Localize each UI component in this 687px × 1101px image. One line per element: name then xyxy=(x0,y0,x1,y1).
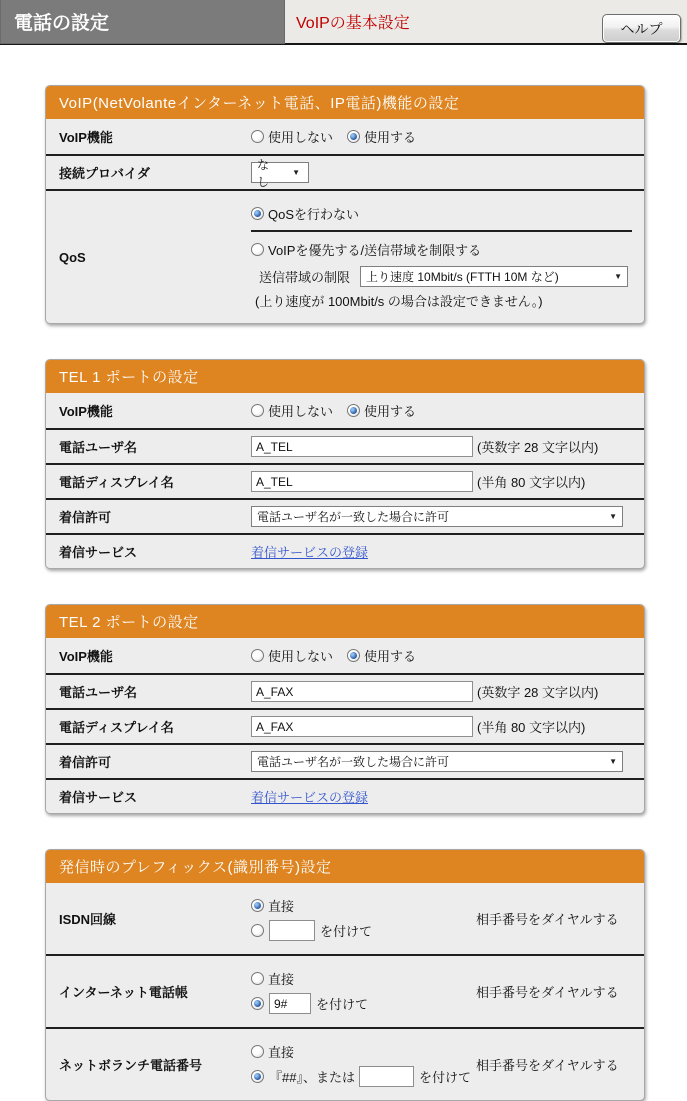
radio-label: QoSを行わない xyxy=(268,207,360,222)
radio-voip-disable[interactable] xyxy=(251,127,333,146)
tel2-display-name-input[interactable] xyxy=(251,716,473,737)
tel1-incoming-service-link[interactable]: 着信サービスの登録 xyxy=(251,545,369,560)
radio-voip-enable[interactable] xyxy=(347,127,416,146)
section-tel2 xyxy=(45,604,645,814)
radio-icon xyxy=(251,130,264,143)
row-label: 電話ユーザ名 xyxy=(59,685,138,700)
tel1-incoming-permit-select[interactable] xyxy=(251,506,623,527)
row-tel2-incoming-service xyxy=(46,778,644,813)
provider-select[interactable] xyxy=(251,157,309,189)
row-label: ネットボランチ電話番号 xyxy=(59,1058,203,1073)
radio-netvolante-attach[interactable] xyxy=(251,1070,264,1083)
radio-tel2-voip-enable[interactable] xyxy=(347,646,416,665)
row-isdn-line xyxy=(46,883,644,954)
row-label: 電話ディスプレイ名 xyxy=(59,720,174,735)
row-label: 着信サービス xyxy=(59,545,138,560)
radio-phonebook-attach[interactable] xyxy=(251,997,264,1010)
radio-checked-icon xyxy=(347,130,360,143)
dropdown-arrow-icon: ▼ xyxy=(292,167,303,177)
input-hint: (半角 80 文字以内) xyxy=(477,720,586,735)
radio-icon xyxy=(251,649,264,662)
radio-label: 使用する xyxy=(364,649,417,664)
page-title: VoIPの基本設定 xyxy=(296,15,410,32)
help-button[interactable]: ヘルプ xyxy=(602,14,681,43)
section-voip-title: VoIP(NetVolanteインターネット電話、IP電話)機能の設定 xyxy=(46,86,644,119)
attach-suffix-label: を付けて xyxy=(320,924,373,939)
radio-label: 直接 xyxy=(268,899,295,914)
row-tel2-incoming-permit xyxy=(46,743,644,778)
row-label: VoIP機能 xyxy=(59,649,113,664)
row-label: 着信許可 xyxy=(59,510,112,525)
radio-icon xyxy=(251,243,264,256)
tel2-incoming-service-link[interactable]: 着信サービスの登録 xyxy=(251,790,369,805)
isdn-prefix-input[interactable] xyxy=(269,920,315,941)
row-tel2-user-name xyxy=(46,673,644,708)
netvolante-prefix-input[interactable] xyxy=(359,1066,414,1087)
tel2-incoming-permit-select[interactable] xyxy=(251,751,623,772)
radio-icon xyxy=(251,972,264,985)
radio-checked-icon xyxy=(251,899,264,912)
app-title-block xyxy=(0,0,285,44)
radio-label: VoIPを優先する/送信帯域を制限する xyxy=(268,243,482,258)
row-label: VoIP機能 xyxy=(59,404,113,419)
radio-checked-icon xyxy=(347,404,360,417)
selected-option: 電話ユーザ名が一致した場合に許可 xyxy=(257,755,450,769)
dial-description: 相手番号をダイヤルする xyxy=(476,1058,619,1073)
attach-prefix-label: 『##』、または xyxy=(269,1070,355,1085)
netvolante-attach-option xyxy=(251,1066,471,1087)
radio-label: 直接 xyxy=(268,1045,295,1060)
selected-option: 上り速度 10Mbit/s (FTTH 10M など) xyxy=(366,270,559,284)
row-label: 電話ディスプレイ名 xyxy=(59,475,174,490)
selected-option: なし xyxy=(257,157,273,189)
radio-label: 直接 xyxy=(268,972,295,987)
radio-checked-icon xyxy=(251,207,264,220)
section-tel1 xyxy=(45,359,645,569)
radio-tel2-voip-disable[interactable] xyxy=(251,646,333,665)
input-hint: (英数字 28 文字以内) xyxy=(477,685,599,700)
tel1-display-name-input[interactable] xyxy=(251,471,473,492)
row-internet-phonebook xyxy=(46,954,644,1027)
dropdown-arrow-icon: ▼ xyxy=(609,756,617,766)
app-title: 電話の設定 xyxy=(14,13,110,34)
row-label: 着信サービス xyxy=(59,790,138,805)
input-hint: (英数字 28 文字以内) xyxy=(477,440,599,455)
attach-suffix-label: を付けて xyxy=(418,1070,471,1085)
row-label: 接続プロバイダ xyxy=(59,166,151,181)
radio-qos-none[interactable] xyxy=(251,204,359,223)
section-prefix-title: 発信時のプレフィックス(識別番号)設定 xyxy=(46,850,644,883)
row-qos xyxy=(46,189,644,323)
radio-icon xyxy=(251,404,264,417)
radio-isdn-attach[interactable] xyxy=(251,924,264,937)
radio-tel1-voip-disable[interactable] xyxy=(251,401,333,420)
selected-option: 電話ユーザ名が一致した場合に許可 xyxy=(257,510,450,524)
row-voip-function xyxy=(46,119,644,154)
row-provider xyxy=(46,154,644,189)
dial-description: 相手番号をダイヤルする xyxy=(476,912,619,927)
radio-netvolante-direct[interactable] xyxy=(251,1042,471,1061)
radio-label: 使用しない xyxy=(268,404,334,419)
phonebook-attach-option xyxy=(251,993,368,1014)
bandwidth-select[interactable] xyxy=(360,266,628,287)
row-label: ISDN回線 xyxy=(59,912,117,927)
row-tel1-incoming-service xyxy=(46,533,644,568)
section-tel2-title: TEL 2 ポートの設定 xyxy=(46,605,644,638)
row-tel1-incoming-permit xyxy=(46,498,644,533)
tel2-user-name-input[interactable] xyxy=(251,681,473,702)
radio-tel1-voip-enable[interactable] xyxy=(347,401,416,420)
input-hint: (半角 80 文字以内) xyxy=(477,475,586,490)
section-dial-prefix xyxy=(45,849,645,1101)
section-tel1-title: TEL 1 ポートの設定 xyxy=(46,360,644,393)
tel1-user-name-input[interactable] xyxy=(251,436,473,457)
radio-label: 使用しない xyxy=(268,649,334,664)
dropdown-arrow-icon: ▼ xyxy=(609,511,617,521)
radio-icon xyxy=(251,1045,264,1058)
row-tel2-display-name xyxy=(46,708,644,743)
top-header-bar xyxy=(0,0,687,45)
dropdown-arrow-icon: ▼ xyxy=(614,271,623,281)
dial-description: 相手番号をダイヤルする xyxy=(476,985,619,1000)
row-tel1-voip-function xyxy=(46,393,644,428)
row-label: 電話ユーザ名 xyxy=(59,440,138,455)
phonebook-prefix-input[interactable] xyxy=(269,993,311,1014)
attach-suffix-label: を付けて xyxy=(316,997,369,1012)
row-tel2-voip-function xyxy=(46,638,644,673)
row-label: 着信許可 xyxy=(59,755,112,770)
section-voip-settings xyxy=(45,85,645,324)
row-label: QoS xyxy=(59,249,86,265)
radio-checked-icon xyxy=(347,649,360,662)
row-label: インターネット電話帳 xyxy=(59,985,188,1000)
radio-label: 使用しない xyxy=(268,130,334,145)
bandwidth-note: (上り速度が 100Mbit/s の場合は設定できません。) xyxy=(255,294,543,309)
radio-label: 使用する xyxy=(364,130,417,145)
row-netvolante-number xyxy=(46,1027,644,1100)
bandwidth-limit-label: 送信帯域の制限 xyxy=(259,270,351,285)
radio-label: 使用する xyxy=(364,404,417,419)
radio-isdn-direct[interactable] xyxy=(251,896,372,915)
isdn-attach-option xyxy=(251,920,372,941)
row-tel1-user-name xyxy=(46,428,644,463)
row-tel1-display-name xyxy=(46,463,644,498)
radio-qos-priority[interactable] xyxy=(251,240,481,259)
row-label: VoIP機能 xyxy=(59,130,113,145)
